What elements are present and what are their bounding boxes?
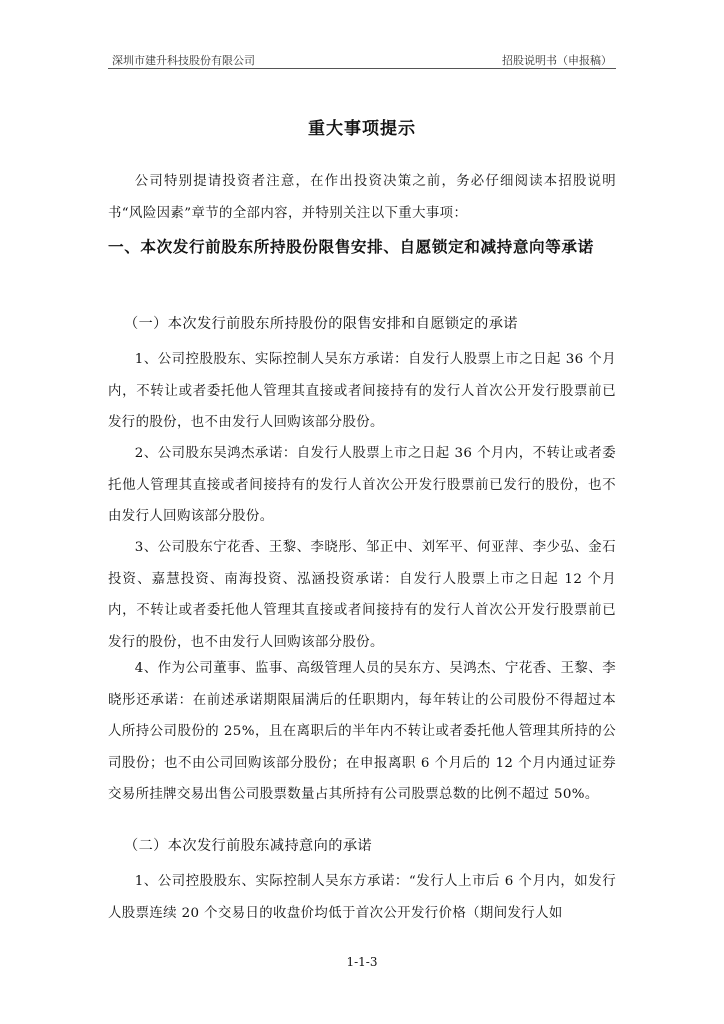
page-header	[108, 52, 616, 69]
header-document-type: 招股说明书（申报稿）	[502, 54, 612, 67]
reduction-item-1: 1、公司控股股东、实际控制人吴东方承诺：“发行人上市后 6 个月内，如发行人股票连续 20 个交易日的收盘价均低于首次公开发行价格（期间发行人如	[108, 874, 616, 921]
intro-paragraph: 公司特别提请投资者注意，在作出投资决策之前，务必仔细阅读本招股说明书“风险因素”章节的全部内容，并特别关注以下重大事项：	[108, 174, 616, 221]
commitment-item-4: 4、作为公司董事、监事、高级管理人员的吴东方、吴鸿杰、宁花香、王黎、李晓彤还承诺：在前述承诺期限届满后的任职期内，每年转让的公司股份不得超过本人所持公司股份的 25%，且在离职后的半年内不转让或者委托他人管理其所持的公司股份；也不由公司回购该部分股份；在申报离职 6 个月后的 12 个月内通过证券交易所挂牌交易出售公司股票数量占其所持有公司股票总数的比例不超过 50%。	[108, 661, 616, 802]
commitment-item-1: 1、公司控股股东、实际控制人吴东方承诺：自发行人股票上市之日起 36 个月内，不转让或者委托他人管理其直接或者间接持有的发行人首次公开发行股票前已发行的股份，也不由发行人回购该部分股份。	[108, 352, 616, 430]
subsection-2-heading: （二）本次发行前股东减持意向的承诺	[124, 838, 372, 854]
subsection-1-heading: （一）本次发行前股东所持股份的限售安排和自愿锁定的承诺	[124, 316, 518, 332]
commitment-item-2: 2、公司股东吴鸿杰承诺：自发行人股票上市之日起 36 个月内，不转让或者委托他人管理其直接或者间接持有的发行人首次公开发行股票前已发行的股份，也不由发行人回购该部分股份。	[108, 446, 616, 524]
page-title: 重大事项提示	[308, 119, 416, 139]
header-company-name: 深圳市建升科技股份有限公司	[112, 54, 255, 67]
commitment-item-3: 3、公司股东宁花香、王黎、李晓彤、邹正中、刘军平、何亚萍、李少弘、金石投资、嘉慧投资、南海投资、泓涵投资承诺：自发行人股票上市之日起 12 个月内，不转让或者委托他人管理其直接或者间接持有的发行人首次公开发行股票前已发行的股份，也不由发行人回购该部分股份。	[108, 540, 616, 650]
page-number: 1-1-3	[346, 955, 378, 969]
section-1-heading: 一、本次发行前股东所持股份限售安排、自愿锁定和减持意向等承诺	[108, 238, 594, 256]
